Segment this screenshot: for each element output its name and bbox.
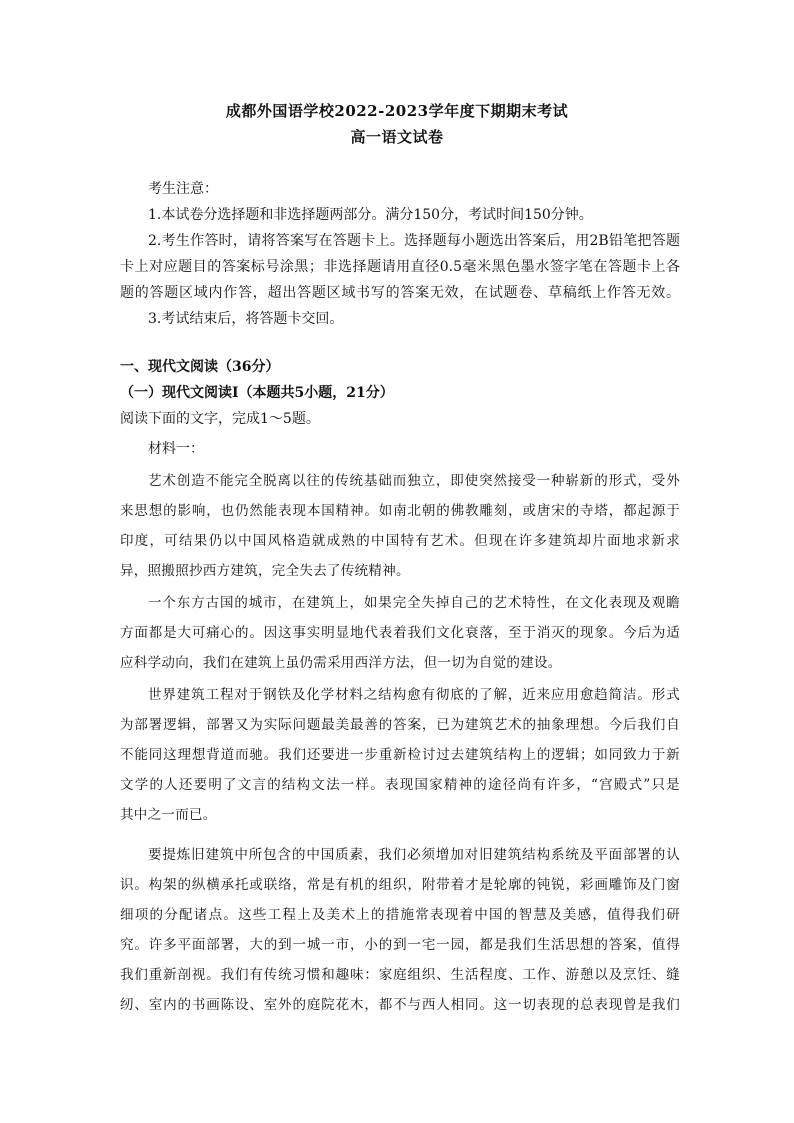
passage-line: 识。构架的纵横承托或联络，常是有机的组织，附带着才是轮廓的钝锐，彩画雕饰及门窗 — [120, 877, 680, 893]
passage-line: 文学的人还要明了文言的结构文法一样。表现国家精神的途径尚有许多，“宫殿式”只是 — [120, 777, 680, 793]
passage-line: 异，照搬照抄西方建筑，完全失去了传统精神。 — [120, 563, 410, 579]
notice-line: 3.考试结束后，将答题卡交回。 — [148, 311, 344, 327]
exam-title: 成都外国语学校2022-2023学年度下期期末考试 — [225, 102, 569, 120]
passage-line: 艺术创造不能完全脱离以往的传统基础而独立，即使突然接受一种崭新的形式，受外 — [148, 473, 680, 489]
passage-line: 来思想的影响，也仍然能表现本国精神。如南北朝的佛教雕刻，或唐宋的寺塔，都起源于 — [120, 503, 680, 519]
passage-line: 细项的分配诸点。这些工程上及美术上的措施常表现着中国的智慧及美感，值得我们研 — [120, 907, 680, 923]
passage-line: 其中之一而已。 — [120, 807, 217, 823]
passage-line: 一个东方古国的城市，在建筑上，如果完全失掉自己的艺术特性，在文化表现及观瞻 — [148, 595, 680, 611]
passage-line: 不能同这理想背道而驰。我们还要进一步重新检讨过去建筑结构上的逻辑；如同致力于新 — [120, 747, 680, 763]
notice-line: 2.考生作答时，请将答案写在答题卡上。选择题每小题选出答案后，用2B铅笔把答题 — [148, 233, 680, 249]
notice-line: 卡上对应题目的答案标号涂黑；非选择题请用直径0.5毫米黑色墨水签字笔在答题卡上各 — [120, 259, 680, 275]
passage-line: 究。许多平面部署，大的到一城一市，小的到一宅一园，都是我们生活思想的答案，值得 — [120, 937, 680, 953]
material-label: 材料一： — [148, 441, 204, 457]
passage-line: 方面都是大可痛心的。因这事实明显地代表着我们文化衰落，至于消灭的现象。今后为适 — [120, 625, 680, 641]
exam-subtitle: 高一语文试卷 — [350, 128, 444, 146]
reading-instruction: 阅读下面的文字，完成1～5题。 — [120, 411, 320, 427]
notice-heading: 考生注意： — [148, 181, 218, 197]
notice-line: 1.本试卷分选择题和非选择题两部分。满分150分，考试时间150分钟。 — [148, 207, 593, 223]
passage-line: 为部署逻辑，部署又为实际问题最美最善的答案，已为建筑艺术的抽象理想。今后我们自 — [120, 717, 680, 733]
section-heading: 一、现代文阅读（36分） — [120, 359, 280, 375]
passage-line: 我们重新剖视。我们有传统习惯和趣味：家庭组织、生活程度、工作、游憩以及烹饪、缝 — [120, 967, 680, 983]
passage-line: 要提炼旧建筑中所包含的中国质素，我们必须增加对旧建筑结构系统及平面部署的认 — [148, 847, 680, 863]
notice-line: 题的答题区域内作答，超出答题区域书写的答案无效，在试题卷、草稿纸上作答无效。 — [120, 285, 680, 301]
passage-line: 应科学动向，我们在建筑上虽仍需采用西洋方法，但一切为自觉的建设。 — [120, 655, 562, 671]
sub-section-heading: （一）现代文阅读Ⅰ（本题共5小题，21分） — [120, 385, 394, 401]
passage-line: 世界建筑工程对于钢铁及化学材料之结构愈有彻底的了解，近来应用愈趋简洁。形式 — [148, 687, 680, 703]
passage-line: 印度，可结果仍以中国风格造就成熟的中国特有艺术。但现在许多建筑却片面地求新求 — [120, 533, 680, 549]
passage-line: 纫、室内的书画陈设、室外的庭院花木，都不与西人相同。这一切表现的总表现曾是我们 — [120, 997, 680, 1013]
